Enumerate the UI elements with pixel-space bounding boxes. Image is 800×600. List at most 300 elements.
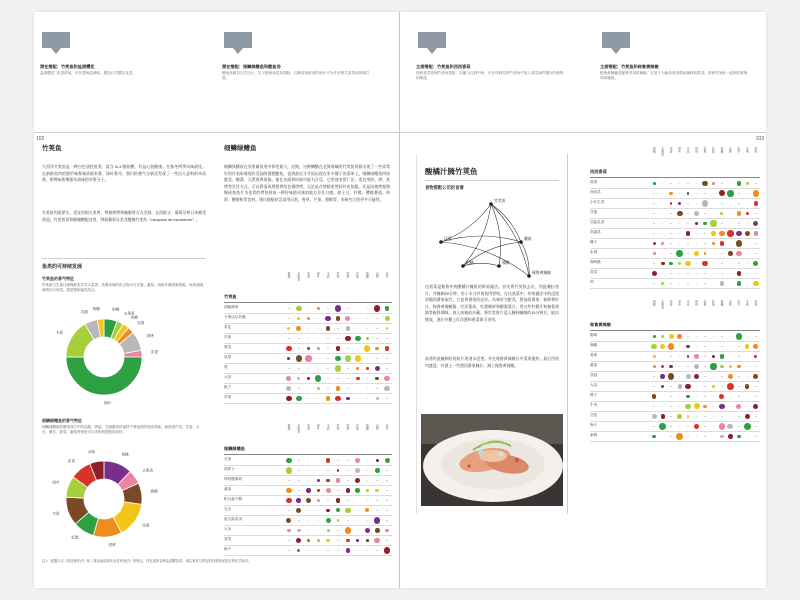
pairing-dot bbox=[356, 539, 359, 542]
pairing-dot bbox=[357, 318, 359, 320]
pairing-dot bbox=[721, 223, 723, 225]
header-left-text: 盐渍樱花""花香浓郁，可代替海盐调味，塑造日式樱花花香。 bbox=[40, 71, 136, 75]
table-row-rule bbox=[590, 188, 760, 189]
column-header: 柑橘 bbox=[286, 424, 291, 430]
table-row-label: 葡萄 bbox=[590, 333, 598, 337]
pairing-dot bbox=[661, 385, 664, 388]
aroma-label: 焦糖 bbox=[92, 307, 100, 312]
pairing-dot bbox=[712, 182, 715, 185]
pairing-dot bbox=[694, 374, 699, 379]
pairing-dot bbox=[653, 182, 656, 185]
table-rule bbox=[590, 330, 760, 331]
pairing-dot bbox=[721, 263, 723, 265]
aroma-label: 花香 bbox=[67, 459, 75, 464]
table-row-rule bbox=[224, 363, 392, 364]
pairing-dot bbox=[696, 283, 698, 285]
pairing-dot bbox=[669, 262, 673, 266]
aroma-label: 水果香 bbox=[142, 468, 154, 473]
pairing-dot bbox=[713, 336, 715, 338]
pairing-dot bbox=[653, 365, 656, 368]
pairing-dot bbox=[687, 243, 689, 245]
pairing-dot bbox=[347, 520, 349, 522]
table-row-label: 甘蓝 bbox=[590, 413, 598, 417]
column-header: 绿叶 bbox=[316, 272, 321, 278]
pairing-dot bbox=[367, 460, 369, 462]
pairing-dot bbox=[662, 253, 664, 255]
pairing-dot bbox=[687, 283, 689, 285]
pairing-dot bbox=[308, 550, 310, 552]
pairing-table-4 bbox=[590, 300, 760, 450]
table-row-rule bbox=[224, 485, 392, 486]
pairing-dot bbox=[306, 488, 311, 493]
pairing-dot bbox=[754, 231, 758, 235]
pairing-dot bbox=[347, 470, 349, 472]
pairing-dot bbox=[753, 221, 758, 226]
pairing-dot bbox=[335, 365, 341, 371]
pairing-dot bbox=[712, 355, 716, 359]
table-row-label: 大蒜 bbox=[224, 375, 232, 379]
pairing-dot bbox=[355, 478, 360, 483]
pairing-dot bbox=[367, 398, 369, 400]
pairing-dot bbox=[687, 183, 689, 185]
pairing-dot bbox=[728, 434, 733, 439]
pairing-dot bbox=[755, 396, 757, 398]
pairing-dot bbox=[730, 213, 732, 215]
pairing-dot bbox=[670, 356, 672, 358]
pairing-dot bbox=[386, 338, 388, 340]
pairing-dot bbox=[730, 243, 732, 245]
table-row-rule bbox=[224, 403, 392, 404]
column-header: 柑橘 bbox=[652, 300, 657, 306]
pairing-dot bbox=[728, 374, 734, 380]
pairing-dot bbox=[670, 213, 672, 215]
network-node-label: 柑橘 bbox=[466, 261, 474, 265]
pairing-dot bbox=[662, 356, 664, 358]
table-row-rule bbox=[224, 475, 392, 476]
pairing-dot bbox=[713, 263, 715, 265]
pairing-dot bbox=[327, 529, 330, 532]
pairing-dot bbox=[357, 500, 359, 502]
pairing-dot bbox=[737, 271, 742, 276]
pairing-dot bbox=[376, 550, 378, 552]
pairing-dot bbox=[364, 345, 370, 351]
pairing-dot bbox=[670, 436, 672, 438]
pairing-dot bbox=[669, 334, 674, 339]
pairing-dot bbox=[713, 416, 715, 418]
pairing-dot bbox=[679, 406, 681, 408]
pairing-dot bbox=[386, 480, 388, 482]
aroma-label: 乳脂 bbox=[80, 309, 88, 314]
pairing-dot bbox=[679, 283, 681, 285]
pairing-dot bbox=[386, 358, 388, 360]
column-header: 柑橘 bbox=[286, 272, 291, 278]
network-node bbox=[527, 274, 531, 278]
pairing-dot bbox=[696, 243, 698, 245]
table-row-label: 胡椒薄荷 bbox=[224, 305, 239, 309]
column-header: 乳脂 bbox=[355, 272, 360, 278]
pairing-dot bbox=[738, 376, 740, 378]
pairing-dot bbox=[288, 540, 290, 542]
pairing-dot bbox=[721, 253, 723, 255]
column-header: 焦糖 bbox=[719, 300, 724, 306]
pairing-dot bbox=[727, 383, 733, 389]
pairing-dot bbox=[747, 253, 749, 255]
table-row-label: 高丽菜 bbox=[590, 230, 601, 234]
table-row-label: 柿 bbox=[590, 280, 594, 284]
pairing-dot bbox=[730, 283, 732, 285]
table-row-rule bbox=[590, 248, 760, 249]
pairing-dot bbox=[696, 346, 698, 348]
pairing-dot bbox=[347, 388, 349, 390]
pairing-dot bbox=[347, 500, 349, 502]
pairing-dot bbox=[687, 192, 690, 195]
table-row-label: 梅干 bbox=[224, 547, 232, 551]
pairing-dot bbox=[325, 316, 331, 322]
table-row-rule bbox=[224, 525, 392, 526]
column-header: 木质 bbox=[326, 272, 331, 278]
pairing-dot bbox=[721, 416, 723, 418]
pairing-dot bbox=[685, 404, 690, 409]
table-row-rule bbox=[590, 238, 760, 239]
pairing-dot bbox=[670, 416, 672, 418]
table-row-label: 黄瓜 bbox=[224, 345, 232, 349]
pairing-dot bbox=[653, 193, 655, 195]
table-row-label: 姜黄 bbox=[590, 353, 598, 357]
pairing-dot bbox=[713, 253, 715, 255]
table-row-rule bbox=[224, 323, 392, 324]
pairing-dot bbox=[346, 539, 350, 543]
pairing-dot bbox=[374, 538, 380, 544]
aroma-label: 绿叶 bbox=[104, 401, 112, 405]
pairing-dot bbox=[695, 222, 699, 226]
table-row-label: 大蒜 bbox=[590, 383, 598, 387]
aroma-wheel-2 bbox=[42, 444, 202, 554]
column-header: 乳脂 bbox=[711, 147, 716, 153]
pairing-dot bbox=[337, 328, 339, 330]
pairing-dot bbox=[286, 467, 292, 473]
pairing-dot bbox=[696, 203, 698, 205]
pairing-dot bbox=[288, 550, 290, 552]
aroma-text-1: 竹荚鱼与生姜汁和海鲜类共享大量香，其嗅米味的化合物可与洋葱、番茄、西班牙辣香肠搭配，尚其他嗅味则可与西瓜、甜菜根和蜜瓜结合。 bbox=[42, 283, 203, 292]
pairing-dot bbox=[713, 396, 715, 398]
aroma-label: 坚果 bbox=[142, 523, 150, 528]
pairing-dot bbox=[694, 251, 699, 256]
pairing-dot bbox=[337, 460, 339, 462]
table-title: 竹荚鱼 bbox=[224, 294, 237, 299]
aroma-label: 乳脂 bbox=[71, 535, 79, 540]
pairing-dot bbox=[327, 308, 329, 310]
pairing-dot bbox=[367, 520, 369, 522]
table-row-label: 月见 bbox=[224, 457, 232, 461]
pairing-dot bbox=[653, 263, 655, 265]
pairing-dot bbox=[730, 223, 732, 225]
table-row-rule bbox=[590, 278, 760, 279]
pairing-dot bbox=[738, 193, 740, 195]
column-header: 乳脂 bbox=[355, 424, 360, 430]
table-row-label: 海鲜酱 bbox=[590, 260, 601, 264]
aroma-label: 动物 bbox=[87, 449, 96, 454]
pairing-dot bbox=[318, 470, 320, 472]
column-header: 辛辣 bbox=[745, 300, 750, 306]
pairing-dot bbox=[297, 529, 301, 533]
pairing-dot bbox=[679, 426, 681, 428]
pairing-dot bbox=[713, 213, 715, 215]
pairing-dot bbox=[376, 338, 378, 340]
pairing-dot bbox=[755, 253, 757, 255]
pairing-dot bbox=[653, 213, 655, 215]
pairing-dot bbox=[385, 458, 390, 463]
left-page bbox=[34, 12, 400, 588]
pairing-dot bbox=[308, 510, 310, 512]
pairing-dot bbox=[288, 338, 290, 340]
pairing-dot bbox=[326, 479, 329, 482]
pairing-dot bbox=[307, 377, 310, 380]
pairing-dot bbox=[318, 460, 320, 462]
pairing-dot bbox=[288, 318, 290, 320]
aroma-label: 花香 bbox=[150, 349, 159, 354]
pairing-dot bbox=[286, 518, 291, 523]
pairing-dot bbox=[710, 220, 716, 226]
aroma-label: 水果香 bbox=[123, 311, 135, 316]
pairing-dot bbox=[384, 376, 390, 382]
pairing-dot bbox=[719, 423, 725, 429]
pairing-dot bbox=[696, 183, 698, 185]
pairing-dot bbox=[366, 489, 369, 492]
pairing-dot bbox=[662, 406, 664, 408]
pairing-dot bbox=[727, 424, 733, 430]
pairing-dot bbox=[287, 327, 290, 330]
pairing-dot bbox=[747, 223, 749, 225]
pairing-dot bbox=[713, 426, 715, 428]
pairing-dot bbox=[670, 283, 672, 285]
pairing-dot bbox=[317, 387, 320, 390]
pairing-dot bbox=[721, 203, 723, 205]
pairing-dot bbox=[696, 193, 698, 195]
pairing-dot bbox=[345, 355, 351, 361]
pairing-dot bbox=[745, 344, 749, 348]
column-header: 化学 bbox=[736, 147, 741, 153]
pairing-dot bbox=[703, 405, 706, 408]
pairing-dot bbox=[326, 488, 331, 493]
pairing-dot bbox=[745, 384, 749, 388]
pairing-dot bbox=[738, 223, 740, 225]
header-left-title-r: 主厨搭配：竹荚鱼和西西香菜 bbox=[416, 64, 471, 69]
pairing-dot bbox=[386, 540, 388, 542]
table-row-label: 西米菜 bbox=[590, 190, 601, 194]
header-right-title: 潜在搭配：细鳞绿鳍鱼和鲣鱼汤 bbox=[222, 64, 281, 69]
header-marker-arrow-left bbox=[51, 48, 61, 54]
column-header: 水果香 bbox=[296, 424, 301, 433]
pairing-dot bbox=[308, 470, 310, 472]
pairing-dot bbox=[288, 308, 290, 310]
table-row-label: 番茄 bbox=[590, 363, 598, 367]
pairing-dot bbox=[685, 384, 691, 390]
pairing-dot bbox=[347, 368, 349, 370]
table-row-label: 梅子 bbox=[590, 423, 598, 427]
pairing-dot bbox=[747, 203, 749, 205]
pairing-dot bbox=[326, 509, 330, 513]
pairing-dot bbox=[317, 307, 320, 310]
column-header: 化学 bbox=[385, 424, 390, 430]
pairing-dot bbox=[375, 528, 379, 532]
pairing-dot bbox=[755, 436, 757, 438]
pairing-dot bbox=[670, 253, 672, 255]
pairing-dot bbox=[721, 386, 723, 388]
pairing-dot bbox=[704, 386, 706, 388]
pairing-dot bbox=[327, 470, 329, 472]
pairing-dot bbox=[327, 338, 329, 340]
pairing-dot bbox=[727, 190, 733, 196]
column-header: 坚果 bbox=[703, 300, 707, 306]
pairing-dot bbox=[653, 406, 655, 408]
pairing-dot bbox=[355, 458, 360, 463]
column-header: 水果香 bbox=[660, 300, 665, 309]
pairing-dot bbox=[738, 346, 740, 348]
pairing-dot bbox=[375, 347, 379, 351]
right-body: 细鳞绿鳍鱼在其所属鱼类中体型最大，近期，这种鳞鳍在北海海域的竹荚鱼资源出现了一些非常好的作表彰被视作美国的酒肥鲍鱼。直到最近才开始出现在更多餐厅的菜单上。细鳞绿鳍鱼肉质肥美，嫩滑，天然香香浓郁。被在杂涌和时候中最为合适，它用途非常广泛，适宜用煎、烘、炙烤等烹饪方式，可以将清成理想烘焙包裹烘烤。无论是在烤箱里烤到外皮焦脆，还是同烧烤架慢慢成焦鱼片为佳肴的烤鱼鲜鱼一种好味道风味的地方烹任口感，如土豆、柠檬、樱桃番茄、莳萝、腰果粉等食材。建议搭配时尝试用贝类、香草、芒果、甜椒等，来研究它的更多可能性。 bbox=[224, 164, 390, 202]
aroma-label: 柑橘 bbox=[112, 307, 120, 312]
pairing-dot bbox=[386, 470, 388, 472]
pairing-dot bbox=[286, 346, 291, 351]
pairing-dot bbox=[376, 500, 378, 502]
pairing-dot bbox=[713, 193, 715, 195]
header-right-text-r: 秘鲁黄辣椒是秘鲁常用的辣椒，它用于为南美美食增添辣味和果香。常和竹荚鱼一起制作秘鲁风味腌鱼。 bbox=[600, 71, 748, 80]
pairing-dot bbox=[694, 211, 700, 217]
pairing-dot bbox=[308, 388, 310, 390]
pairing-dot bbox=[318, 520, 320, 522]
table-row-rule bbox=[590, 411, 760, 412]
table-row-label: 苹果 bbox=[224, 395, 232, 399]
pairing-dot bbox=[376, 397, 379, 400]
table-row-label: 卡曼达尔奶酪 bbox=[224, 315, 246, 319]
pairing-dot bbox=[356, 377, 360, 381]
pairing-dot bbox=[308, 308, 310, 310]
column-header: 动物 bbox=[375, 272, 380, 278]
table-row-rule bbox=[590, 228, 760, 229]
table-row-rule bbox=[590, 288, 760, 289]
column-header: 动物 bbox=[728, 300, 733, 306]
pairing-dot bbox=[670, 426, 672, 428]
header-right-title-r: 主厨搭配：竹荚鱼和秘鲁黄辣椒 bbox=[600, 64, 659, 69]
table-row-rule bbox=[590, 208, 760, 209]
pairing-dot bbox=[747, 283, 749, 285]
pairing-dot bbox=[661, 414, 665, 418]
pairing-dot bbox=[730, 406, 732, 408]
pairing-dot bbox=[375, 366, 380, 371]
pairing-dot bbox=[729, 365, 732, 368]
pairing-dot bbox=[298, 480, 300, 482]
pairing-dot bbox=[662, 193, 664, 195]
pairing-dot bbox=[346, 326, 350, 330]
pairing-dot bbox=[721, 376, 723, 378]
main-body-1: 大西洋竹荚鱼是一种白色油性鱼类，富含 Ω-3 脂肪酸，有益心脏健康。在秋冬两季风味最佳。在新鲜鱼肉的奥甲味香味浓郁本香、绿叶香丹。我们的香气分析还发现了一些出人意料的木质香、烘烤味和增强木质味的芳香分子。 bbox=[42, 164, 206, 183]
table-row-rule bbox=[224, 465, 392, 466]
pairing-dot bbox=[755, 416, 757, 418]
pairing-dot bbox=[366, 539, 369, 542]
pairing-dot bbox=[730, 203, 732, 205]
pairing-dot bbox=[677, 211, 683, 217]
pairing-dot bbox=[307, 317, 311, 321]
aroma-label: 柑橘 bbox=[121, 452, 129, 457]
table-row-rule bbox=[224, 495, 392, 496]
pairing-dot bbox=[670, 406, 672, 408]
pairing-dot bbox=[702, 200, 708, 206]
column-header: 化学 bbox=[385, 272, 390, 278]
pairing-dot bbox=[317, 489, 320, 492]
pairing-dot bbox=[385, 316, 390, 321]
pairing-dot bbox=[317, 479, 320, 482]
table-row-rule bbox=[224, 535, 392, 536]
table-row-label: 帕马森干酪 bbox=[224, 497, 242, 501]
pairing-dot bbox=[737, 435, 741, 439]
network-node-label: 洋葱 bbox=[444, 237, 452, 241]
pairing-dot bbox=[753, 281, 759, 287]
pairing-dot bbox=[670, 202, 673, 205]
pairing-dot bbox=[357, 328, 359, 330]
pairing-dot bbox=[375, 377, 379, 381]
pairing-dot bbox=[337, 530, 339, 532]
header-marker-left bbox=[42, 32, 70, 48]
pairing-dot bbox=[376, 510, 378, 512]
pairing-dot bbox=[337, 550, 339, 552]
pairing-dot bbox=[686, 395, 689, 398]
pairing-dot bbox=[286, 376, 291, 381]
pairing-dot bbox=[355, 355, 361, 361]
pairing-dot bbox=[755, 336, 757, 338]
pairing-dot bbox=[736, 404, 741, 409]
pairing-dot bbox=[730, 336, 732, 338]
pairing-dot bbox=[736, 333, 742, 339]
pairing-dot bbox=[347, 460, 349, 462]
pairing-dot bbox=[367, 388, 369, 390]
pairing-dot bbox=[679, 273, 681, 275]
pairing-dot bbox=[297, 317, 300, 320]
pairing-dot bbox=[356, 367, 359, 370]
pairing-dot bbox=[704, 252, 707, 255]
column-header: 水果香 bbox=[660, 147, 665, 156]
network-node bbox=[439, 240, 443, 244]
pairing-dot bbox=[357, 510, 359, 512]
header-marker-arrow-right-r bbox=[611, 48, 621, 54]
pairing-dot bbox=[754, 355, 757, 358]
table-row-label: 米酒 bbox=[590, 250, 598, 254]
pairing-dot bbox=[662, 233, 664, 235]
pairing-dot bbox=[376, 459, 379, 462]
pairing-dot bbox=[286, 488, 291, 493]
pairing-dot bbox=[687, 336, 689, 338]
pairing-dot bbox=[738, 416, 740, 418]
pairing-dot bbox=[367, 480, 369, 482]
pairing-dot bbox=[713, 406, 715, 408]
pairing-dot bbox=[713, 436, 715, 438]
pairing-dot bbox=[747, 356, 749, 358]
pairing-dot bbox=[653, 203, 655, 205]
pairing-dot bbox=[687, 203, 689, 205]
aroma-head-2: 细鳞绿鳍鱼的香气特征 bbox=[42, 418, 82, 423]
pairing-dot bbox=[687, 436, 689, 438]
pairing-dot bbox=[386, 490, 388, 492]
column-header: 绿叶 bbox=[677, 147, 682, 153]
pairing-dot bbox=[317, 347, 320, 350]
pairing-dot bbox=[653, 252, 656, 255]
pairing-dot bbox=[367, 358, 369, 360]
column-header: 花香 bbox=[306, 424, 311, 430]
pairing-dot bbox=[662, 396, 664, 398]
pairing-dot bbox=[367, 378, 369, 380]
column-header: 焦糖 bbox=[365, 272, 370, 278]
pairing-dot bbox=[730, 273, 732, 275]
column-header: 辛辣 bbox=[745, 147, 750, 153]
